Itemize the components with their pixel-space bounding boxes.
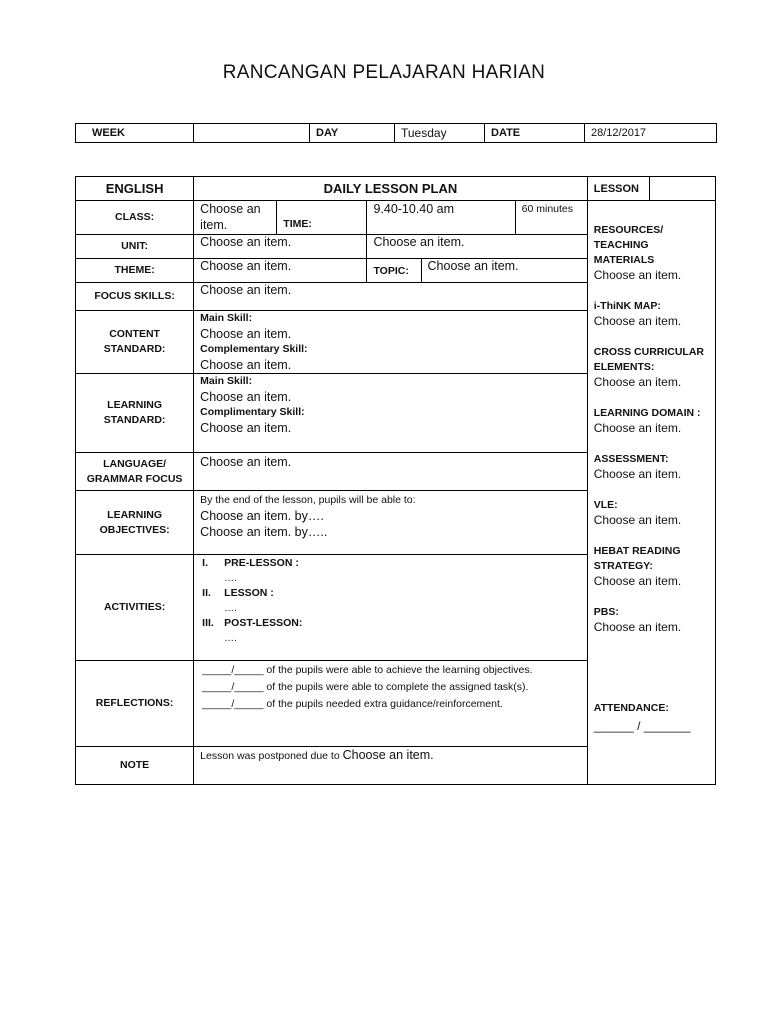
week-field[interactable]	[194, 124, 310, 143]
content-standard-label	[76, 311, 194, 374]
hebat-label: STRATEGY:	[593, 560, 653, 572]
cross-curricular-label: CROSS CURRICULAR	[593, 346, 705, 358]
list-number: I.	[202, 557, 209, 569]
objectives-cell	[194, 491, 588, 555]
label-line: LEARNING	[107, 399, 162, 411]
resources-label: RESOURCES/	[593, 224, 664, 236]
hebat-field[interactable]: Choose an item.	[593, 574, 682, 588]
vle-label: VLE:	[593, 499, 618, 511]
content-comp-field[interactable]: Choose an item.	[200, 357, 292, 372]
post-lesson-label: POST-LESSON:	[224, 617, 303, 629]
think-map-label: i-ThiNK MAP:	[593, 300, 661, 312]
activities-cell	[194, 555, 588, 661]
unit-field-2[interactable]: Choose an item.	[367, 235, 587, 259]
reflection-line[interactable]: _____/_____ of the pupils were able to complete the assigned task(s).	[202, 681, 529, 693]
main-skill-label: Main Skill:	[200, 375, 253, 387]
label-line: GRAMMAR FOCUS	[86, 472, 183, 485]
reflection-line[interactable]: _____/_____ of the pupils needed extra guidance/reinforcement.	[202, 698, 503, 710]
lesson-activity-label: LESSON :	[224, 587, 274, 599]
unit-field[interactable]: Choose an item.	[194, 235, 367, 259]
lesson-field[interactable]	[649, 177, 715, 201]
label-line: OBJECTIVES:	[99, 523, 170, 536]
date-field[interactable]: 28/12/2017	[585, 124, 717, 143]
grammar-focus-label	[76, 453, 194, 491]
note-label: NOTE	[76, 747, 194, 785]
learning-domain-field[interactable]: Choose an item.	[593, 421, 682, 435]
class-label: CLASS:	[76, 201, 194, 235]
main-skill-label: Main Skill:	[200, 312, 253, 324]
note-cell	[194, 747, 588, 785]
theme-label: THEME:	[76, 259, 194, 283]
learning-domain-label: LEARNING DOMAIN :	[593, 407, 701, 419]
time-field[interactable]: 9.40-10.40 am	[367, 201, 515, 235]
lesson-label: LESSON	[587, 177, 649, 201]
list-number: II.	[202, 587, 211, 599]
learning-main-field[interactable]: Choose an item.	[200, 389, 292, 404]
duration-field: 60 minutes	[515, 201, 587, 235]
list-number: III.	[202, 617, 214, 629]
note-prefix: Lesson was postponed due to	[200, 750, 343, 762]
note-field[interactable]: Choose an item.	[342, 748, 434, 762]
objective-field[interactable]: Choose an item. by….	[200, 509, 324, 523]
lesson-activity-field[interactable]: ….	[224, 603, 237, 614]
unit-label: UNIT:	[76, 235, 194, 259]
label-line: CONTENT	[109, 328, 160, 340]
grammar-focus-field[interactable]: Choose an item.	[194, 453, 588, 491]
post-lesson-field[interactable]: ….	[224, 633, 237, 644]
comp-skill-label: Complimentary Skill:	[200, 406, 305, 418]
content-standard-cell	[194, 311, 588, 374]
date-label: DATE	[485, 124, 585, 143]
class-field[interactable]	[194, 201, 277, 235]
cross-curricular-field[interactable]: Choose an item.	[593, 375, 682, 389]
pbs-label: PBS:	[593, 606, 619, 618]
resources-field[interactable]: Choose an item.	[593, 268, 682, 282]
day-label: DAY	[310, 124, 395, 143]
resources-label: TEACHING	[593, 239, 649, 251]
assessment-label: ASSESSMENT:	[593, 453, 669, 465]
objectives-intro: By the end of the lesson, pupils will be able to:	[200, 494, 416, 506]
vle-field[interactable]: Choose an item.	[593, 513, 682, 527]
plan-title: DAILY LESSON PLAN	[194, 177, 588, 201]
objectives-label	[76, 491, 194, 555]
reflections-cell	[194, 661, 588, 747]
learning-standard-cell	[194, 374, 588, 453]
attendance-field[interactable]: ______ / _______	[593, 719, 691, 733]
label-line: LEARNING	[107, 508, 162, 521]
label-line: STANDARD:	[103, 343, 166, 355]
cross-curricular-label: ELEMENTS:	[593, 361, 655, 373]
label-line: LANGUAGE/	[103, 457, 167, 470]
activities-label: ACTIVITIES:	[76, 555, 194, 661]
pre-lesson-field[interactable]: ….	[224, 573, 237, 584]
topic-label: TOPIC:	[367, 259, 421, 283]
learning-comp-field[interactable]: Choose an item.	[200, 420, 292, 435]
pre-lesson-label: PRE-LESSON :	[224, 557, 299, 569]
assessment-field[interactable]: Choose an item.	[593, 467, 682, 481]
lesson-plan-table	[75, 176, 716, 785]
objective-field[interactable]: Choose an item. by…..	[200, 525, 328, 539]
class-value-line: item.	[200, 218, 228, 232]
comp-skill-label: Complementary Skill:	[200, 343, 308, 355]
reflections-label: REFLECTIONS:	[76, 661, 194, 747]
think-map-field[interactable]: Choose an item.	[593, 314, 682, 328]
learning-standard-label	[76, 374, 194, 453]
theme-field[interactable]: Choose an item.	[194, 259, 367, 283]
focus-skills-label: FOCUS SKILLS:	[76, 283, 194, 311]
page-title: RANCANGAN PELAJARAN HARIAN	[222, 62, 546, 83]
pbs-field[interactable]: Choose an item.	[593, 620, 682, 634]
reflection-line[interactable]: _____/_____ of the pupils were able to achieve the learning objectives.	[202, 664, 533, 676]
label-line: STANDARD:	[103, 414, 166, 426]
attendance-label: ATTENDANCE:	[593, 702, 669, 714]
class-value-line: Choose an	[200, 202, 261, 216]
hebat-label: HEBAT READING	[593, 545, 681, 557]
week-label: WEEK	[76, 124, 194, 143]
resources-label: MATERIALS	[593, 254, 655, 266]
subject-cell: ENGLISH	[76, 177, 194, 201]
day-field[interactable]: Tuesday	[395, 124, 485, 143]
time-label: TIME:	[277, 201, 367, 235]
side-panel	[587, 201, 715, 785]
header-table	[75, 123, 717, 143]
content-main-field[interactable]: Choose an item.	[200, 326, 292, 341]
topic-field[interactable]: Choose an item.	[421, 259, 587, 283]
focus-skills-field[interactable]: Choose an item.	[194, 283, 588, 311]
